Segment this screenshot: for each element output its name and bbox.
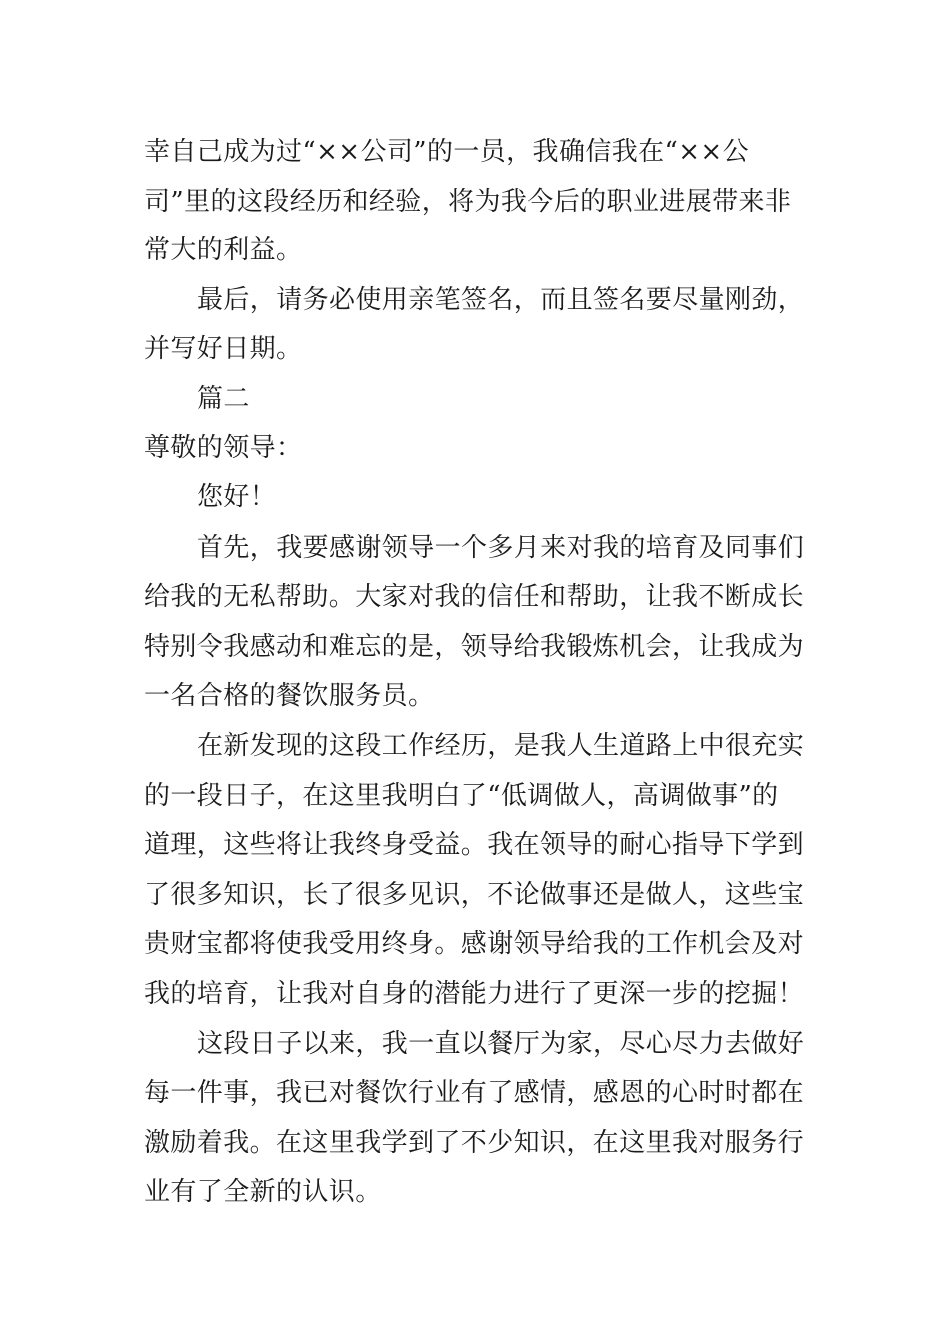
text-line: 每一件事，我已对餐饮行业有了感情，感恩的心时时都在 bbox=[144, 1078, 805, 1108]
text-line: 司”里的这段经历和经验，将为我今后的职业进展带来非 bbox=[144, 187, 792, 217]
text-line: 常大的利益。 bbox=[144, 235, 303, 265]
section-heading: 篇二 bbox=[197, 384, 250, 414]
text-line: 一名合格的餐饮服务员。 bbox=[144, 681, 435, 711]
greeting: 您好！ bbox=[197, 482, 277, 512]
text-line: 给我的无私帮助。大家对我的信任和帮助，让我不断成长 bbox=[144, 582, 805, 612]
text-line: 激励着我。在这里我学到了不少知识，在这里我对服务行 bbox=[144, 1128, 805, 1158]
paragraph-first-line: 在新发现的这段工作经历，是我人生道路上中很充实 bbox=[197, 731, 805, 761]
salutation: 尊敬的领导： bbox=[144, 433, 303, 463]
paragraph-first-line: 首先，我要感谢领导一个多月来对我的培育及同事们 bbox=[197, 533, 805, 563]
text-line: 业有了全新的认识。 bbox=[144, 1177, 382, 1207]
text-line: 幸自己成为过“××公司”的一员，我确信我在“××公 bbox=[144, 137, 750, 167]
text-line: 道理，这些将让我终身受益。我在领导的耐心指导下学到 bbox=[144, 830, 805, 860]
text-line: 我的培育，让我对自身的潜能力进行了更深一步的挖掘！ bbox=[144, 979, 805, 1009]
paragraph-first-line: 这段日子以来，我一直以餐厅为家，尽心尽力去做好 bbox=[197, 1029, 805, 1059]
text-line: 了很多知识，长了很多见识，不论做事还是做人，这些宝 bbox=[144, 880, 805, 910]
text-line: 的一段日子，在这里我明白了“低调做人，高调做事”的 bbox=[144, 781, 779, 811]
text-line: 特别令我感动和难忘的是，领导给我锻炼机会，让我成为 bbox=[144, 632, 805, 662]
paragraph-first-line: 最后，请务必使用亲笔签名，而且签名要尽量刚劲， bbox=[197, 285, 805, 315]
text-line: 并写好日期。 bbox=[144, 334, 303, 364]
text-line: 贵财宝都将使我受用终身。感谢领导给我的工作机会及对 bbox=[144, 929, 805, 959]
